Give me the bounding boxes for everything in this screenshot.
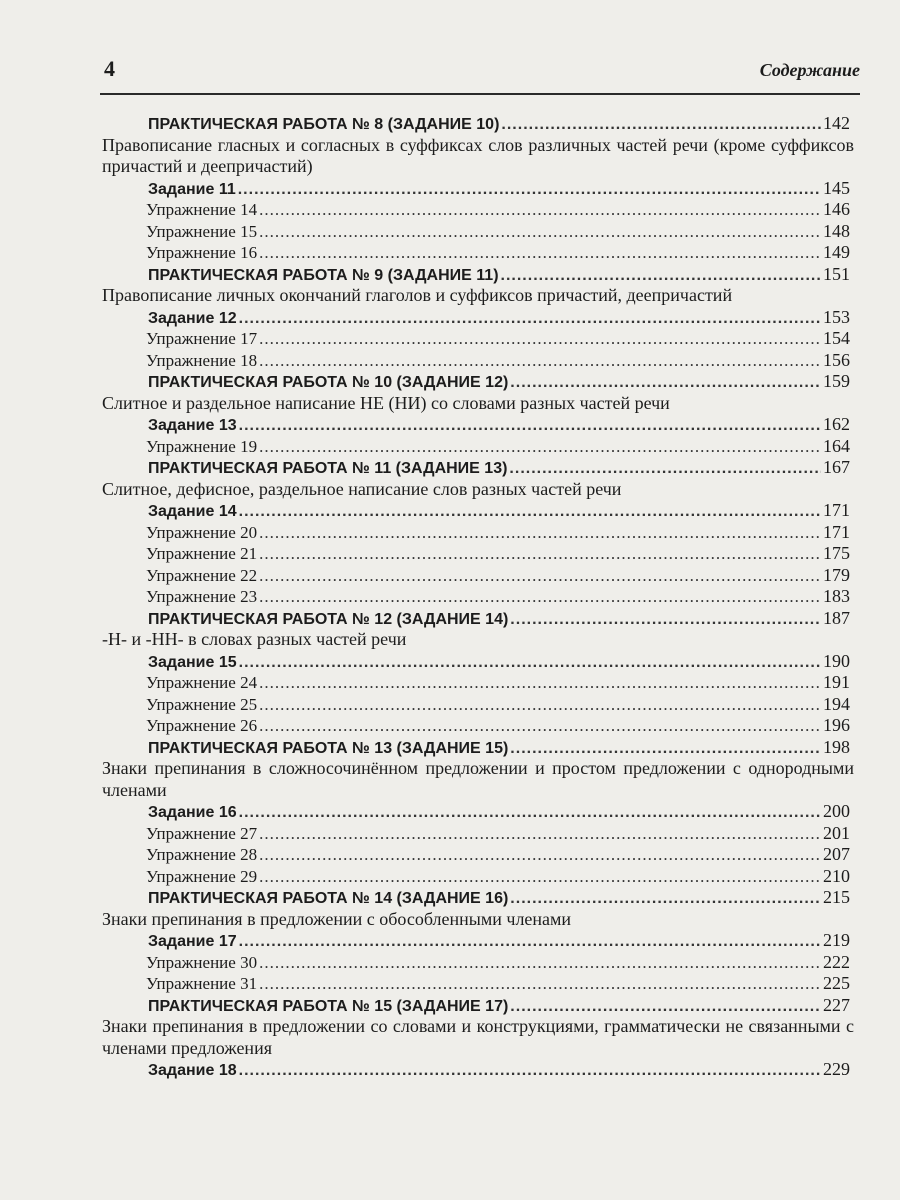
toc-exercise-30[interactable] bbox=[0, 952, 900, 974]
dot-leader bbox=[510, 888, 821, 910]
dot-leader bbox=[259, 586, 821, 608]
toc-page-number: 200 bbox=[823, 801, 850, 821]
toc-exercise-22[interactable] bbox=[0, 565, 900, 587]
toc-page-number: 164 bbox=[823, 435, 850, 456]
toc-practical-13[interactable] bbox=[0, 737, 900, 759]
toc-section-endings: Правописание личных окончаний глаголов и суффиксов причастий, деепричастий bbox=[102, 285, 733, 305]
toc-entry-label: Упражнение 26 bbox=[146, 716, 258, 735]
toc-task-17[interactable] bbox=[0, 930, 900, 952]
dot-leader bbox=[238, 179, 821, 201]
toc-page-number: 198 bbox=[823, 736, 850, 757]
toc-page-number: 151 bbox=[823, 263, 850, 284]
dot-leader bbox=[239, 931, 821, 953]
page-number: 4 bbox=[104, 56, 115, 81]
toc-exercise-21[interactable] bbox=[0, 543, 900, 565]
dot-leader bbox=[259, 328, 821, 350]
dot-leader bbox=[259, 543, 821, 565]
dot-leader bbox=[239, 415, 821, 437]
dot-leader bbox=[510, 738, 821, 760]
toc-page-number: 142 bbox=[823, 113, 850, 133]
toc-entry-label: Задание 17 bbox=[148, 933, 237, 950]
toc-task-18[interactable] bbox=[0, 1059, 900, 1081]
toc-page-number: 227 bbox=[823, 994, 850, 1015]
toc-entry-label: ПРАКТИЧЕСКАЯ РАБОТА № 12 (ЗАДАНИЕ 14) bbox=[148, 610, 509, 628]
toc-section-hyphen: Слитное, дефисное, раздельное написание слов разных частей речи bbox=[102, 478, 622, 499]
toc-entry-label: ПРАКТИЧЕСКАЯ РАБОТА № 9 (ЗАДАНИЕ 11) bbox=[148, 266, 499, 284]
dot-leader bbox=[239, 1060, 821, 1082]
dot-leader bbox=[259, 242, 821, 264]
toc-task-11[interactable] bbox=[0, 178, 900, 200]
dot-leader bbox=[259, 565, 821, 587]
toc-entry-label: Упражнение 17 bbox=[146, 329, 258, 348]
dot-leader bbox=[259, 866, 821, 888]
toc-page-number: 187 bbox=[823, 607, 850, 628]
toc-entry-label: ПРАКТИЧЕСКАЯ РАБОТА № 10 (ЗАДАНИЕ 12) bbox=[148, 374, 509, 391]
toc-entry-label: Упражнение 21 bbox=[146, 544, 258, 563]
toc-page-number: 159 bbox=[823, 371, 850, 391]
toc-section-isolated: Знаки препинания в предложении с обособленными членами bbox=[102, 908, 572, 929]
toc-entry-label: Задание 14 bbox=[148, 503, 237, 520]
toc-exercise-25[interactable] bbox=[0, 694, 900, 716]
toc-exercise-31[interactable] bbox=[0, 973, 900, 995]
toc-page-number: 171 bbox=[823, 500, 850, 520]
dot-leader bbox=[509, 458, 821, 480]
toc-exercise-18[interactable] bbox=[0, 350, 900, 372]
dot-leader bbox=[259, 715, 821, 737]
toc-practical-12[interactable] bbox=[0, 608, 900, 630]
toc-exercise-19[interactable] bbox=[0, 436, 900, 458]
dot-leader bbox=[259, 436, 821, 458]
dot-leader bbox=[259, 199, 821, 221]
toc-exercise-24[interactable] bbox=[0, 672, 900, 694]
dot-leader bbox=[259, 844, 821, 866]
toc-page-number: 179 bbox=[823, 564, 850, 585]
toc-entry-label: Упражнение 27 bbox=[146, 823, 258, 843]
toc-practical-11[interactable] bbox=[0, 457, 900, 479]
toc-page-number: 194 bbox=[823, 693, 850, 714]
toc-exercise-23[interactable] bbox=[0, 586, 900, 608]
toc-entry-label: Задание 15 bbox=[148, 653, 237, 671]
toc-entry-label: ПРАКТИЧЕСКАЯ РАБОТА № 15 (ЗАДАНИЕ 17) bbox=[148, 997, 509, 1015]
toc-page-number: 175 bbox=[823, 543, 850, 563]
toc-page-number: 171 bbox=[823, 521, 850, 542]
toc-page-number: 201 bbox=[823, 822, 850, 843]
toc-page-number: 162 bbox=[823, 414, 850, 434]
toc-practical-8[interactable] bbox=[0, 113, 900, 135]
toc-entry-label: Упражнение 25 bbox=[146, 694, 258, 714]
toc-exercise-20[interactable] bbox=[0, 522, 900, 544]
toc-task-15[interactable] bbox=[0, 651, 900, 673]
dot-leader bbox=[501, 114, 821, 136]
header-rule bbox=[100, 93, 860, 95]
toc-task-12[interactable] bbox=[0, 307, 900, 329]
toc-task-16[interactable] bbox=[0, 801, 900, 823]
toc-practical-14[interactable] bbox=[0, 887, 900, 909]
toc-entry-label: Упражнение 22 bbox=[146, 565, 258, 585]
toc-page-number: 156 bbox=[823, 349, 850, 370]
toc-exercise-16[interactable] bbox=[0, 242, 900, 264]
toc-page-number: 207 bbox=[823, 844, 850, 864]
toc-page-number: 196 bbox=[823, 715, 850, 735]
toc-entry-label: ПРАКТИЧЕСКАЯ РАБОТА № 13 (ЗАДАНИЕ 15) bbox=[148, 739, 509, 757]
toc-entry-label: Упражнение 31 bbox=[146, 974, 258, 993]
toc-exercise-29[interactable] bbox=[0, 866, 900, 888]
toc-page-number: 191 bbox=[823, 672, 850, 692]
dot-leader bbox=[239, 308, 821, 330]
toc-section-ne: Слитное и раздельное написание НЕ (НИ) со словами разных частей речи bbox=[102, 392, 670, 413]
toc-page-number: 210 bbox=[823, 865, 850, 886]
toc-task-13[interactable] bbox=[0, 414, 900, 436]
toc-exercise-17[interactable] bbox=[0, 328, 900, 350]
toc-page-number: 153 bbox=[823, 306, 850, 327]
toc-page-number: 229 bbox=[823, 1059, 850, 1079]
toc-entry-label: Упражнение 23 bbox=[146, 587, 258, 606]
toc-page-number: 215 bbox=[823, 887, 850, 907]
toc-section-n-nn: -Н- и -НН- в словах разных частей речи bbox=[102, 629, 407, 649]
dot-leader bbox=[259, 952, 821, 974]
toc-page-number: 167 bbox=[823, 457, 850, 477]
toc-exercise-27[interactable] bbox=[0, 823, 900, 845]
page-header-title: Содержание bbox=[759, 60, 860, 80]
toc-entry-label: ПРАКТИЧЕСКАЯ РАБОТА № 14 (ЗАДАНИЕ 16) bbox=[148, 890, 509, 907]
toc-section-compound: Знаки препинания в сложносочинённом предложении и простом предложении с однородными членами bbox=[102, 758, 854, 800]
toc-entry-label: Упражнение 19 bbox=[146, 436, 258, 456]
toc-page-number: 219 bbox=[823, 930, 850, 950]
dot-leader bbox=[259, 350, 821, 372]
toc-entry-label: ПРАКТИЧЕСКАЯ РАБОТА № 8 (ЗАДАНИЕ 10) bbox=[148, 116, 500, 133]
toc-page-number: 190 bbox=[823, 650, 850, 671]
toc-entry-label: Упражнение 15 bbox=[146, 221, 258, 241]
dot-leader bbox=[510, 609, 821, 631]
dot-leader bbox=[259, 672, 821, 694]
toc-page-number: 145 bbox=[823, 177, 850, 198]
toc-entry-label: Задание 11 bbox=[148, 180, 236, 198]
toc-entry-label: Упражнение 20 bbox=[146, 522, 258, 542]
dot-leader bbox=[259, 221, 821, 243]
dot-leader bbox=[239, 652, 821, 674]
toc-task-14[interactable] bbox=[0, 500, 900, 522]
toc-page-number: 225 bbox=[823, 973, 850, 993]
toc-entry-label: Упражнение 18 bbox=[146, 350, 258, 370]
toc-page-number: 222 bbox=[823, 951, 850, 972]
toc-page-number: 149 bbox=[823, 242, 850, 262]
toc-entry-label: Задание 12 bbox=[148, 309, 237, 327]
toc-entry-label: Задание 13 bbox=[148, 417, 237, 434]
toc-practical-9[interactable] bbox=[0, 264, 900, 286]
table-of-contents bbox=[0, 113, 900, 1081]
toc-entry-label: ПРАКТИЧЕСКАЯ РАБОТА № 11 (ЗАДАНИЕ 13) bbox=[148, 460, 508, 477]
toc-entry-label: Упражнение 24 bbox=[146, 673, 258, 692]
toc-page-number: 183 bbox=[823, 586, 850, 606]
dot-leader bbox=[259, 522, 821, 544]
toc-entry-label: Упражнение 28 bbox=[146, 845, 258, 864]
toc-page-number: 148 bbox=[823, 220, 850, 241]
toc-section-suffixes: Правописание гласных и согласных в суффиксах слов различных частей речи (кроме суффиксов причастий и деепричастий) bbox=[102, 134, 854, 176]
dot-leader bbox=[510, 372, 821, 394]
dot-leader bbox=[510, 996, 821, 1018]
toc-practical-10[interactable] bbox=[0, 371, 900, 393]
toc-entry-label: Упражнение 16 bbox=[146, 243, 258, 262]
toc-entry-label: Упражнение 30 bbox=[146, 952, 258, 972]
toc-exercise-15[interactable] bbox=[0, 221, 900, 243]
toc-entry-label: Задание 18 bbox=[148, 1062, 237, 1079]
dot-leader bbox=[259, 823, 821, 845]
dot-leader bbox=[239, 501, 821, 523]
toc-page-number: 154 bbox=[823, 328, 850, 348]
toc-page-number: 146 bbox=[823, 199, 850, 219]
toc-entry-label: Задание 16 bbox=[148, 804, 237, 821]
toc-entry-label: Упражнение 29 bbox=[146, 866, 258, 886]
dot-leader bbox=[239, 802, 821, 824]
toc-exercise-14[interactable] bbox=[0, 199, 900, 221]
dot-leader bbox=[501, 265, 821, 287]
dot-leader bbox=[259, 694, 821, 716]
toc-section-unrelated: Знаки препинания в предложении со словами и конструкциями, грамматически не связанными с членами предложения bbox=[102, 1016, 854, 1058]
toc-entry-label: Упражнение 14 bbox=[146, 200, 258, 219]
toc-practical-15[interactable] bbox=[0, 995, 900, 1017]
toc-exercise-26[interactable] bbox=[0, 715, 900, 737]
toc-exercise-28[interactable] bbox=[0, 844, 900, 866]
dot-leader bbox=[259, 973, 821, 995]
